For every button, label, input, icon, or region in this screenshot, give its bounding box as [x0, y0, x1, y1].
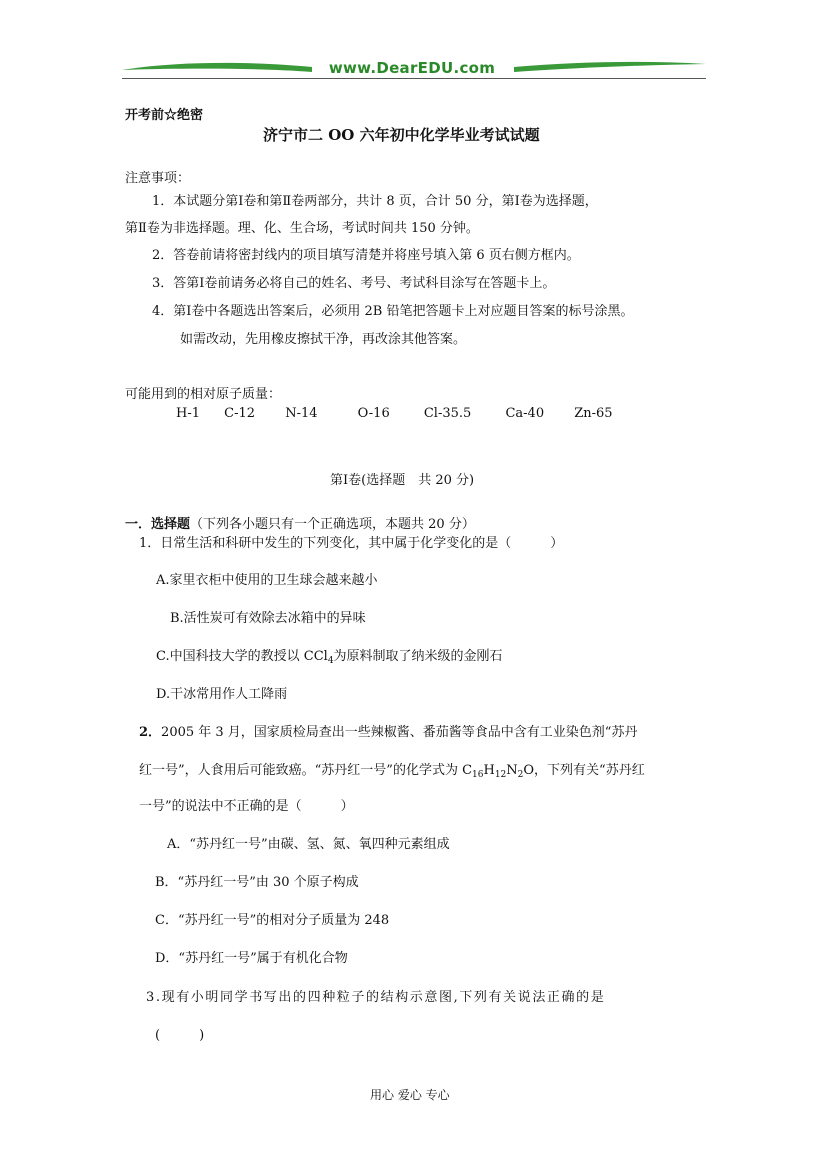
- atomic-mass-item: C-12: [224, 406, 256, 421]
- atomic-mass-item: N-14: [285, 406, 318, 421]
- atomic-mass-item: O-16: [357, 406, 390, 421]
- notice-item: 3．答第Ⅰ卷前请务必将自己的姓名、考号、考试科目涂写在答题卡上。: [152, 276, 556, 291]
- question-2-option-b: B．“苏丹红一号”由 30 个原子构成: [155, 875, 359, 890]
- atomic-mass-item: Zn-65: [574, 406, 613, 421]
- question-2-line-3: 一号”的说法中不正确的是（ ）: [139, 799, 354, 814]
- subscript: 16: [472, 770, 484, 780]
- formula-suffix: O，下列有关“苏丹红: [523, 763, 645, 778]
- formula-element: H: [483, 763, 495, 778]
- subscript: 4: [327, 656, 334, 666]
- notice-item: 第Ⅱ卷为非选择题。理、化、生合场，考试时间共 150 分钟。: [125, 221, 479, 236]
- site-logo-text[interactable]: www.DearEDU.com: [328, 59, 496, 77]
- header-banner: [122, 56, 706, 80]
- section-heading: [125, 513, 475, 532]
- question-2-line-2: [139, 759, 645, 780]
- question-1-option-c: [156, 645, 503, 666]
- notice-item: 如需改动，先用橡皮擦拭干净，再改涂其他答案。: [180, 332, 467, 347]
- option-c-text-tail: 为原料制取了纳米级的金刚石: [333, 649, 503, 664]
- section-name: 选择题: [151, 517, 191, 532]
- part-title: 第Ⅰ卷(选择题 共 20 分): [330, 473, 475, 488]
- secret-mark: 开考前☆绝密: [125, 108, 204, 123]
- question-1-option-b: B.活性炭可有效除去冰箱中的异味: [170, 611, 366, 626]
- header-rule: [122, 78, 706, 79]
- section-number: 一．: [125, 517, 152, 532]
- notice-item: 2．答卷前请将密封线内的项目填写清楚并将座号填入第 6 页右侧方框内。: [152, 248, 580, 263]
- page-footer: 用心 爱心 专心: [370, 1088, 450, 1102]
- question-2-option-c: C．“苏丹红一号”的相对分子质量为 248: [155, 913, 390, 928]
- question-2-line-1: [139, 721, 637, 740]
- question-1-option-a: A.家里衣柜中使用的卫生球会越来越小: [156, 573, 378, 588]
- question-1-option-d: D.干冰常用作人工降雨: [156, 687, 288, 702]
- option-c-text: C.中国科技大学的教授以 CCl: [156, 649, 328, 664]
- question-2-text: 2005 年 3 月，国家质检局查出一些辣椒酱、番茄酱等食品中含有工业染色剂“苏丹: [161, 725, 638, 740]
- question-1-stem: 1．日常生活和科研中发生的下列变化，其中属于化学变化的是（ ）: [139, 536, 564, 551]
- notice-heading: 注意事项：: [125, 171, 191, 186]
- question-3-answer-paren: ( ): [155, 1028, 205, 1043]
- exam-title: 济宁市二 OO 六年初中化学毕业考试试题: [263, 126, 540, 144]
- atomic-mass-item: Cl-35.5: [423, 406, 472, 421]
- notice-item: 4．第Ⅰ卷中各题选出答案后，必须用 2B 铅笔把答题卡上对应题目答案的标号涂黑。: [152, 304, 634, 319]
- formula-prefix: 红一号”，人食用后可能致癌。“苏丹红一号”的化学式为 C: [139, 763, 473, 778]
- question-2-number: 2．: [139, 725, 162, 740]
- question-2-option-d: D．“苏丹红一号”属于有机化合物: [155, 951, 348, 966]
- notice-item: 1．本试题分第Ⅰ卷和第Ⅱ卷两部分，共计 8 页，合计 50 分，第Ⅰ卷为选择题，: [152, 194, 598, 209]
- atomic-mass-item: H-1: [176, 406, 201, 421]
- subscript: 2: [517, 770, 524, 780]
- subscript: 12: [494, 770, 507, 780]
- formula-element: N: [506, 763, 518, 778]
- question-2-option-a: A．“苏丹红一号”由碳、氢、氮、氧四种元素组成: [167, 837, 450, 852]
- question-3-stem: 3.现有小明同学书写出的四种粒子的结构示意图,下列有关说法正确的是: [146, 990, 606, 1005]
- atomic-mass-list: [176, 406, 613, 421]
- section-desc: （下列各小题只有一个正确选项，本题共 20 分）: [190, 517, 475, 532]
- atomic-mass-heading: 可能用到的相对原子质量：: [125, 387, 282, 402]
- atomic-mass-item: Ca-40: [505, 406, 545, 421]
